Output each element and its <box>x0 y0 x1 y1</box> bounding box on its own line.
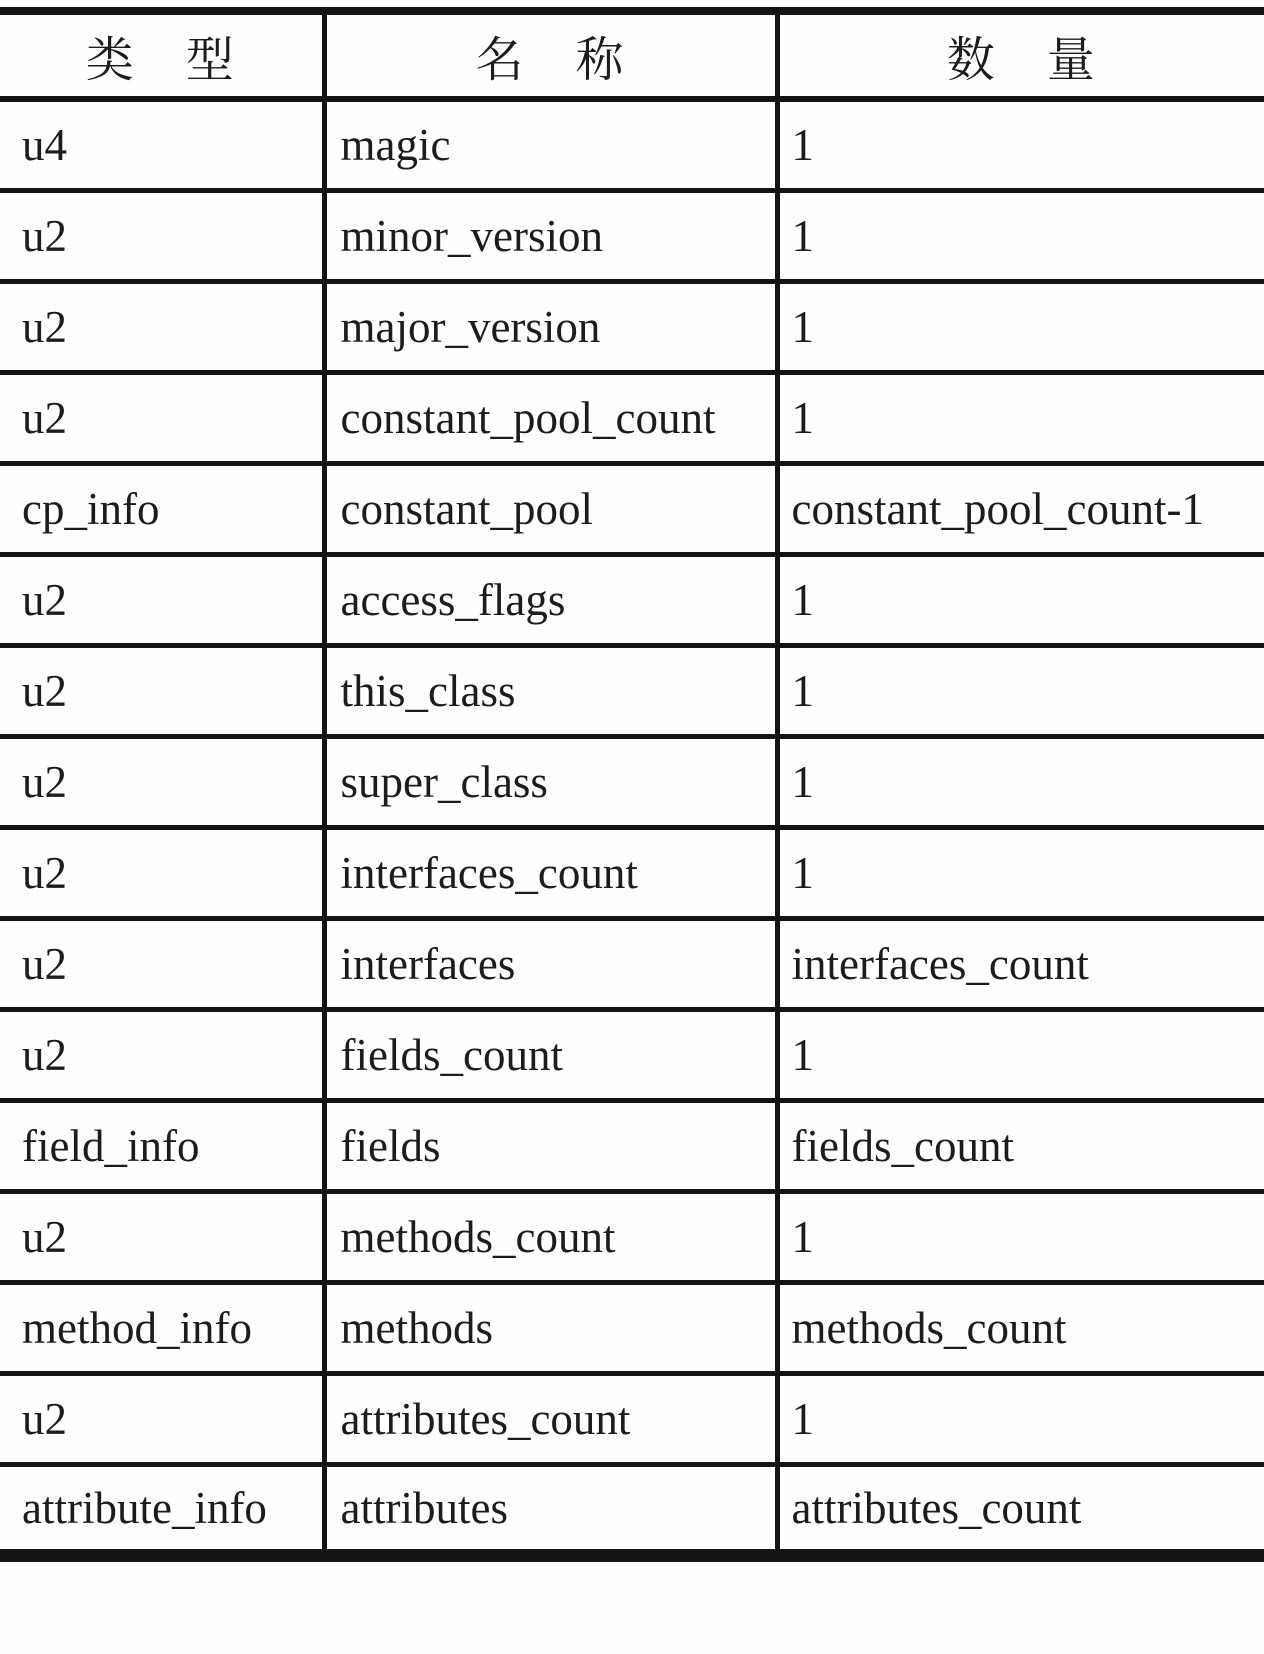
cell-type: u2 <box>0 1191 324 1282</box>
cell-count: 1 <box>777 645 1264 736</box>
table-row <box>0 372 1264 463</box>
table-row <box>0 1282 1264 1373</box>
table-row <box>0 554 1264 645</box>
cell-name: super_class <box>324 736 777 827</box>
cell-type: u2 <box>0 554 324 645</box>
cell-name: magic <box>324 99 777 190</box>
cell-count: fields_count <box>777 1100 1264 1191</box>
column-header-count: 数 量 <box>777 11 1264 99</box>
header-row <box>0 11 1264 99</box>
cell-type: method_info <box>0 1282 324 1373</box>
cell-name: fields_count <box>324 1009 777 1100</box>
classfile-structure-table <box>0 7 1264 1562</box>
cell-type: cp_info <box>0 463 324 554</box>
cell-count: 1 <box>777 736 1264 827</box>
cell-count: 1 <box>777 99 1264 190</box>
cell-count: 1 <box>777 372 1264 463</box>
cell-type: u4 <box>0 99 324 190</box>
table-row <box>0 1100 1264 1191</box>
table-row <box>0 736 1264 827</box>
table-row <box>0 1191 1264 1282</box>
cell-name: fields <box>324 1100 777 1191</box>
table-row <box>0 1464 1264 1555</box>
cell-count: 1 <box>777 190 1264 281</box>
table-row <box>0 281 1264 372</box>
cell-type: u2 <box>0 918 324 1009</box>
cell-name: constant_pool_count <box>324 372 777 463</box>
cell-count: 1 <box>777 827 1264 918</box>
cell-name: minor_version <box>324 190 777 281</box>
cell-count: 1 <box>777 1373 1264 1464</box>
column-header-name: 名 称 <box>324 11 777 99</box>
cell-type: u2 <box>0 1373 324 1464</box>
cell-name: constant_pool <box>324 463 777 554</box>
cell-type: field_info <box>0 1100 324 1191</box>
column-header-type: 类 型 <box>0 11 324 99</box>
table-row <box>0 190 1264 281</box>
cell-type: u2 <box>0 645 324 736</box>
cell-name: methods <box>324 1282 777 1373</box>
table-row <box>0 99 1264 190</box>
cell-name: interfaces <box>324 918 777 1009</box>
cell-name: this_class <box>324 645 777 736</box>
table-row <box>0 1373 1264 1464</box>
cell-type: u2 <box>0 372 324 463</box>
table-row <box>0 918 1264 1009</box>
cell-name: major_version <box>324 281 777 372</box>
table-row <box>0 463 1264 554</box>
cell-type: u2 <box>0 736 324 827</box>
cell-count: constant_pool_count-1 <box>777 463 1264 554</box>
cell-name: methods_count <box>324 1191 777 1282</box>
cell-type: u2 <box>0 827 324 918</box>
cell-count: interfaces_count <box>777 918 1264 1009</box>
cell-name: attributes <box>324 1464 777 1555</box>
table-row <box>0 827 1264 918</box>
cell-type: u2 <box>0 190 324 281</box>
cell-type: u2 <box>0 281 324 372</box>
cell-type: u2 <box>0 1009 324 1100</box>
cell-count: 1 <box>777 281 1264 372</box>
cell-count: attributes_count <box>777 1464 1264 1555</box>
table-row <box>0 1009 1264 1100</box>
cell-name: access_flags <box>324 554 777 645</box>
table-row <box>0 645 1264 736</box>
cell-name: attributes_count <box>324 1373 777 1464</box>
cell-type: attribute_info <box>0 1464 324 1555</box>
cell-count: 1 <box>777 554 1264 645</box>
cell-count: 1 <box>777 1009 1264 1100</box>
cell-count: methods_count <box>777 1282 1264 1373</box>
cell-count: 1 <box>777 1191 1264 1282</box>
cell-name: interfaces_count <box>324 827 777 918</box>
